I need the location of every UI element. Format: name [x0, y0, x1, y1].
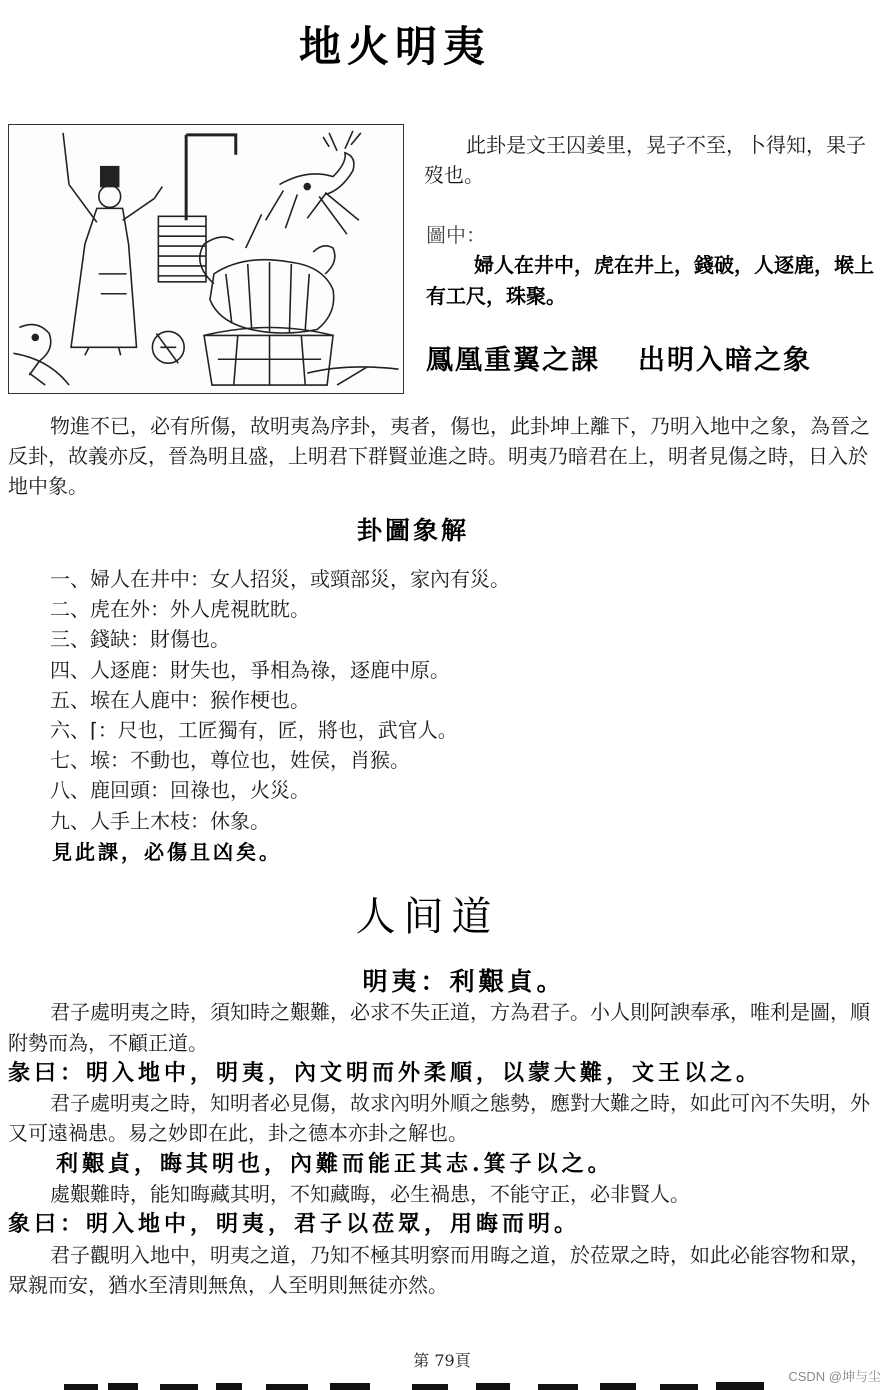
hexagram-illustration: [8, 124, 404, 394]
intro-text: 此卦是文王囚姜里，晃子不至，卜得知，果子歿也。: [424, 133, 866, 187]
commentary-paragraph: 君子觀明入地中，明夷之道，乃知不極其明察而用晦之道，於莅眾之時，如此必能容物和眾，眾親而安，猶水至清則無魚，人至明則無徒亦然。: [8, 1242, 870, 1297]
list-item: 四、人逐鹿：財失也，爭相為祿，逐鹿中原。: [50, 657, 450, 682]
tuan-continuation: 利艱貞，晦其明也，內難而能正其志.箕子以之。: [56, 1150, 614, 1177]
list-item: 七、堠：不動也，尊位也，姓侯，肖猴。: [50, 748, 410, 773]
commentary-paragraph: 處艱難時，能知晦藏其明，不知藏晦，必生禍患，不能守正，必非賢人。: [50, 1182, 690, 1207]
list-item: 三、錢缺：財傷也。: [50, 627, 230, 652]
judgement-text: 明夷：利艱貞。: [362, 967, 566, 996]
course-image: 出明入暗之象: [638, 345, 812, 376]
classic-commentary: [8, 967, 880, 1300]
course-names: [426, 338, 886, 377]
commentary-paragraph: 君子處明夷之時，須知時之艱難，必求不失正道，方為君子。小人則阿諛奉承，唯利是圖，順附勢而為，不顧正道。: [8, 1000, 870, 1055]
xiang-text: 象曰：明入地中，明夷，君子以莅眾，用晦而明。: [8, 1211, 581, 1238]
list-item: 二、虎在外：外人虎視眈眈。: [50, 597, 310, 622]
interpretation-list: [50, 564, 870, 836]
list-item: 八、鹿回頭：回祿也，火災。: [50, 778, 310, 803]
interpretation-heading: 卦圖象解: [356, 516, 469, 545]
figure-label: 圖中：: [426, 223, 486, 247]
list-item: 五、堠在人鹿中：猴作梗也。: [50, 687, 310, 712]
verdict-text: 見此課，必傷且凶矣。: [52, 840, 282, 864]
cutoff-next-page-line: [40, 1378, 800, 1390]
tuan-text: 彖曰：明入地中，明夷，內文明而外柔順，以蒙大難，文王以之。: [8, 1059, 763, 1086]
list-item: 九、人手上木枝：休象。: [50, 808, 270, 833]
figure-description: 婦人在井中，虎在井上，錢破，人逐鹿，堠上有工尺，珠聚。: [426, 253, 874, 308]
list-item: 一、婦人在井中：女人招災，或頸部災，家內有災。: [50, 567, 510, 591]
hexagram-title: 地火明夷: [298, 22, 491, 71]
list-item: 六、⌈：尺也，工匠獨有，匠，將也，武官人。: [50, 718, 458, 743]
section-title: 人间道: [355, 894, 500, 940]
commentary-paragraph: 君子處明夷之時，知明者必見傷，故求內明外順之態勢，應對大難之時，如此可內不失明，外又可遠禍患。易之妙即在此，卦之德本亦卦之解也。: [8, 1091, 870, 1146]
intro-paragraph: 物進不已，必有所傷，故明夷為序卦，夷者，傷也，此卦坤上離下，乃明入地中之象，為晉之反卦，故義亦反，晉為明且盛，上明君下群賢並進之時。明夷乃暗君在上，明者見傷之時，日入於地中象。: [8, 414, 870, 498]
watermark: CSDN @坤与尘: [788, 1369, 881, 1384]
page-number: 第 79頁: [413, 1351, 471, 1370]
course-name: 鳳凰重翼之課: [426, 345, 600, 376]
